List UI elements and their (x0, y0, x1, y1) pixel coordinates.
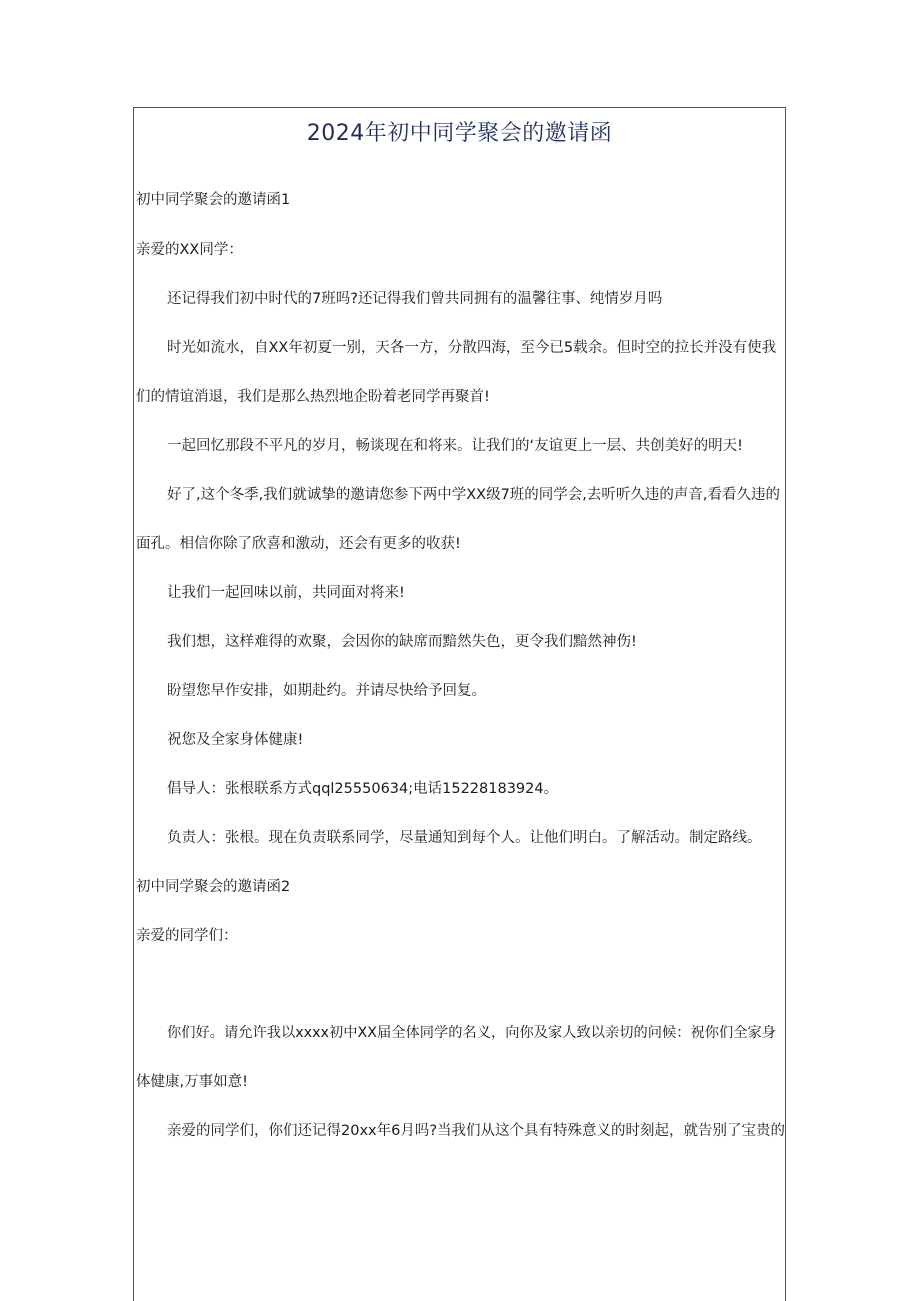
paragraph-line: 时光如流水，自XX年初夏一别，天各一方，分散四海，至今已5载余。但时空的拉长并没有使我 (167, 340, 777, 356)
paragraph-line: 你们好。请允许我以xxxx初中XX届全体同学的名义，向你及家人致以亲切的问候：祝你们全家身 (167, 1025, 777, 1041)
paragraph-line: 一起回忆那段不平凡的岁月，畅谈现在和将来。让我们的‘友谊更上一层、共创美好的明天! (167, 438, 743, 454)
paragraph-line: 让我们一起回味以前，共同面对将来! (167, 585, 405, 601)
paragraph-line: 亲爱的同学们，你们还记得20xx年6月吗?当我们从这个具有特殊意义的时刻起，就告别了宝贵的 (167, 1123, 786, 1139)
paragraph-line: 好了,这个冬季,我们就诚挚的邀请您参下两中学XX级7班的同学会,去听听久违的声音,看看久违的 (167, 487, 781, 503)
paragraph-line: 们的情谊消退，我们是那么热烈地企盼着老同学再聚首! (136, 389, 490, 405)
paragraph-line: 祝您及全家身体健康! (167, 732, 304, 748)
salutation-2: 亲爱的同学们： (136, 928, 238, 944)
paragraph-line: 体健康,万事如意! (136, 1074, 248, 1090)
paragraph-line: 我们想，这样难得的欢聚，会因你的缺席而黯然失色，更令我们黯然神伤! (167, 634, 637, 650)
initiator-line: 倡导人：张根联系方式qql25550634;电话15228183924。 (167, 781, 559, 797)
salutation-1: 亲爱的XX同学： (136, 242, 243, 258)
section-heading-1: 初中同学聚会的邀请函1 (136, 192, 291, 208)
paragraph-line: 面孔。相信你除了欣喜和激动，还会有更多的收获! (136, 536, 461, 552)
document-title: 2024年初中同学聚会的邀请函 (306, 121, 613, 146)
organizer-line: 负责人：张根。现在负责联系同学，尽量通知到每个人。让他们明白。了解活动。制定路线。 (167, 830, 762, 846)
section-heading-2: 初中同学聚会的邀请函2 (136, 879, 291, 895)
paragraph-line: 还记得我们初中时代的7班吗?还记得我们曾共同拥有的温馨往事、纯情岁月吗 (167, 291, 663, 307)
paragraph-line: 盼望您早作安排，如期赴约。并请尽快给予回复。 (167, 683, 486, 699)
